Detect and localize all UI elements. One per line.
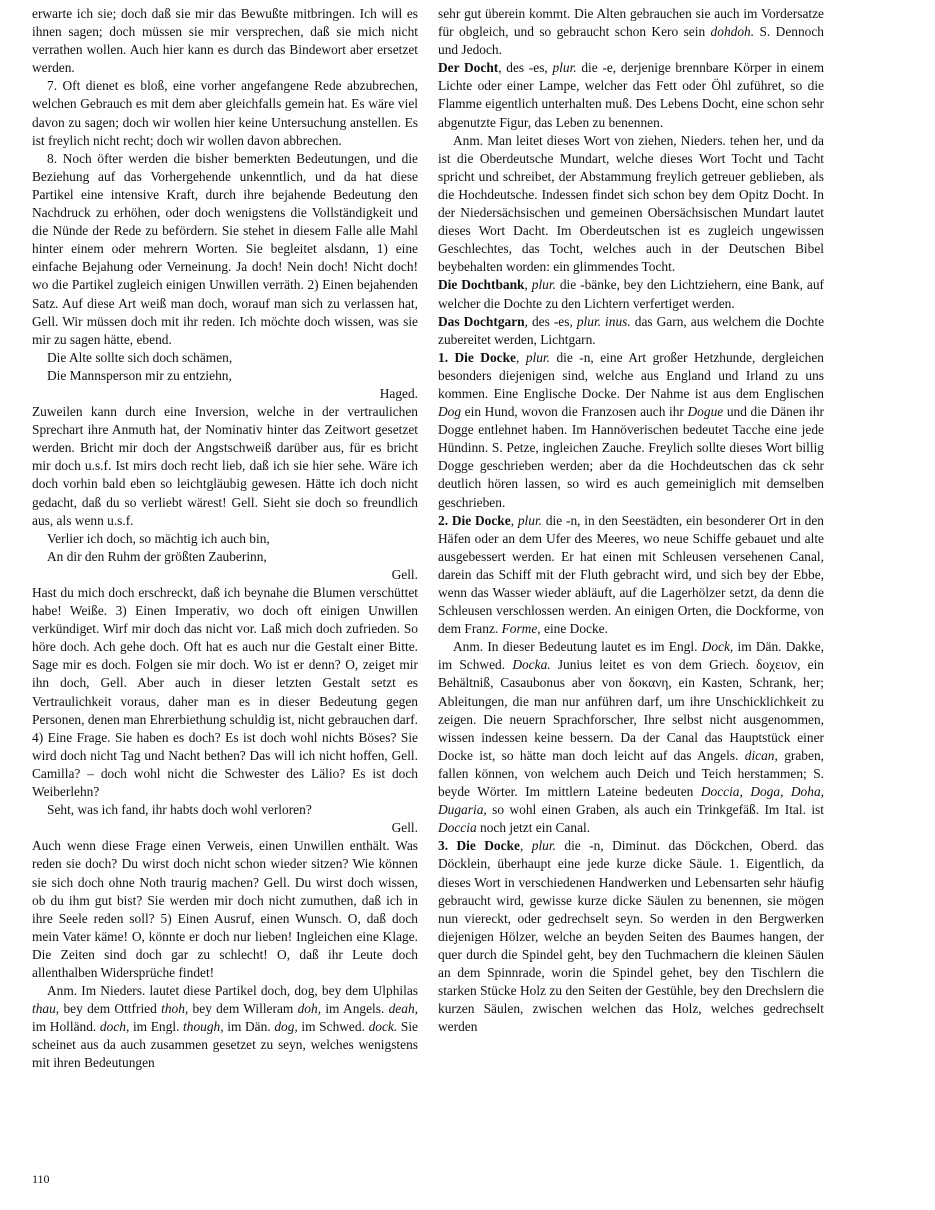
- dictionary-entry: [438, 349, 824, 512]
- etymon: thau,: [32, 1001, 60, 1017]
- entry-headword: Die Dochtbank: [438, 277, 525, 293]
- etymon: doh,: [297, 1001, 322, 1017]
- text-run: die -n, Diminut. das Döckchen, Oberd. das Döcklein, überhaupt eine jede kurze dicke Säule. 1. Eigentlich, da dieses Wort in verschiedenen Handwerken und Lebensarten sehr häufig gebraucht wird, gewisse kurze dicke Säulen zu benennen, sie mögen nun viereckt, oder gedrechselt seyn. So werden in den Bergwerken diejenigen Hölzer, welche an beyden Seiten des Baumes hangen, der quer durch die Spindel geht, bey den Tuchmachern die kleinen Säulen an dem Spinnrade, worin die Spindel gehet, bey den Tischlern die starken Stücke Holz zu den Seiten der Gestühle, bey den Drechslern die kurzen Säulen, zwischen welchen das Holz, welches gedrechselt werden: [438, 838, 825, 1035]
- paragraph: Hast du mich doch erschreckt, daß ich beynahe die Blumen verschüttet habe! Weiße. 3) Einen Imperativ, wo doch oft einigen Unwillen verkündiget. Wirf mir doch das nicht vor. Laß mich doch zufrieden. So höre doch. Ach gehe doch. Oft hat es auch nur die Gestalt einer Bitte. Sage mir es doch. Folgen sie mir doch. Wo ist er denn? O, zeiget mir ihn doch, Gell. Aber auch in dieser letzten Gestalt setzt es Vertraulichkeit voraus, daher man es in dieser Bedeutung gegen Personen, denen man Ehrerbiethung schuldig ist, nicht gebrauchen darf. 4) Eine Frage. Sie haben es doch? Es ist doch wohl nichts Böses? Sie wird doch nicht Tag und Nacht bethen? Das will ich nicht hoffen, Gell. Camilla? – doch wohl nicht die Schwester des Lälio? Es ist doch Weiberlehn?: [32, 585, 418, 800]
- text-run: ,: [516, 349, 526, 365]
- grammar-label: plur.: [517, 512, 543, 528]
- etymon: doch,: [99, 1019, 130, 1035]
- dictionary-entry: [438, 313, 824, 349]
- verse-line: Die Mannsperson mir zu entziehn,: [47, 367, 232, 383]
- entry-headword: Das Dochtgarn: [438, 313, 525, 329]
- paragraph: erwarte ich sie; doch daß sie mir das Bewußte mitbringen. Ich will es ihnen sagen; doch müssen sie mir versprechen, daß sie mich nicht verrathen wollen. Auch hier kann es durch das Bindewort aber ersetzet werden.: [32, 6, 418, 76]
- verse-line: Die Alte sollte sich doch schämen,: [47, 349, 233, 365]
- text-run: die -n, eine Art großer Hetzhunde, dergleichen besonders diejenigen sind, welche aus England und Irland zu uns kommen. Eine Englische Docke. Der Nahme ist aus dem Englischen: [438, 349, 824, 401]
- text-run: die -e, derjenige brennbare Körper in einem Lichte oder einer Lampe, welcher das Fett oder Öhl zuführet, so die Flamme eigentlich unterhalten muß. Des Lebens Docht, eine schon sehr abgenutzte Figur, das Leben zu benennen.: [438, 60, 824, 130]
- left-column: [32, 5, 418, 1073]
- text-run: im Engl.: [129, 1019, 184, 1035]
- text-run: im Schwed.: [297, 1019, 369, 1035]
- text-run: ein Hund, wovon die Franzosen auch ihr: [461, 404, 688, 420]
- text-run: , des -es,: [524, 313, 577, 329]
- etymon: Dock,: [701, 639, 734, 655]
- etymon: Docka.: [512, 657, 551, 673]
- dictionary-entry: [438, 512, 824, 639]
- entry-headword: Der Docht: [438, 60, 499, 76]
- text-run: Anm. In dieser Bedeutung lautet es im Engl.: [453, 639, 702, 655]
- text-run: , des -es,: [498, 60, 553, 76]
- etymon: Dogue: [687, 404, 724, 420]
- text-run: so wohl einen Graben, als auch ein Trinkgefäß. Im Ital. ist: [486, 802, 824, 818]
- text-run: Junius leitet es von dem Griech. δοχειον, ein Behältniß, Casaubonus aber von δοκανη, ein Kasten, Schrank, her; Ableitungen, die man nur anführen darf, um ihre Unschicklichkeit zu zeigen. Die neuern Sprachforscher, Ihre selbst nicht ausgenommen, wissen indessen keine bessern. Da der Canal das Hauptstück einer Docke ist, so hätte man doch leicht auf das Angels.: [438, 657, 825, 763]
- verse-line: Seht, was ich fand, ihr habts doch wohl verloren?: [47, 802, 312, 818]
- grammar-label: plur.: [552, 60, 577, 76]
- verse-line: Verlier ich doch, so mächtig ich auch bin,: [47, 530, 270, 546]
- text-run: das Garn, aus welchem die Dochte zubereitet werden, Lichtgarn.: [438, 313, 825, 347]
- annotation-paragraph: [32, 982, 418, 1072]
- annotation-paragraph: [438, 638, 824, 837]
- text-run: bey dem Ottfried: [59, 1001, 162, 1017]
- text-run: eine Docke.: [540, 621, 608, 637]
- text-run: ,: [524, 277, 532, 293]
- grammar-label: plur.: [531, 277, 556, 293]
- verse-source: Gell.: [391, 566, 418, 582]
- text-run: Sie scheinet aus da auch zusammen gesetzet zu seyn, welches wenigstens mit ihren Bedeutungen: [32, 1019, 418, 1071]
- text-run: im Holländ.: [32, 1019, 100, 1035]
- text-run: Anm. Im Nieders. lautet diese Partikel doch, dog, bey dem Ulphilas: [47, 983, 418, 999]
- text-run: im Dän.: [223, 1019, 275, 1035]
- etymon: dican,: [744, 747, 778, 763]
- paragraph: 8. Noch öfter werden die bisher bemerkten Bedeutungen, und die Beziehung auf das Vorhergehende unkenntlich, und da hat diese Partikel eine intensive Kraft, durch ihre bejahende Bedeutung den Nachdruck zu erhöhen, oder doch wenigstens die Vollständigkeit und die Nünde der Rede zu befördern. Sie stehet in diesem Falle alle Mahl hinter einem oder mehrern Worten. Sie begleitet alsdann, 1) eine einfache Bejahung oder Verneinung. Ja doch! Nein doch! Nicht doch! wo die Partikel zugleich einigen Unwillen verräth. 2) Einen bejahenden Satz. Auf diese Art weiß man doch, worauf man sich zu verlassen hat, Gell. Wir müssen doch mit ihr reden. Ich möchte doch wissen, was sie mir zu sagen hätte, ebend.: [32, 150, 418, 347]
- paragraph: Zuweilen kann durch eine Inversion, welche in der vertraulichen Sprechart ihre Anmuth hat, der Nominativ hinter das Zeitwort gesetzet werden. Bricht mir doch der Angstschweiß darüber aus, für es bricht mir doch u.s.f. Ist mirs doch recht lieb, daß ich sie hier sehe. Wäre ich doch vorhin bald eben so leichtgläubig gewesen. Hätte ich doch nicht gedacht, daß du so verliebt wärest! Gell. Sieht sie doch so freundlich aus, als wenn u.s.f.: [32, 404, 418, 528]
- paragraph: [438, 5, 824, 59]
- grammar-label: plur. inus.: [576, 313, 631, 329]
- etymon: dog,: [274, 1019, 298, 1035]
- annotation-paragraph: Anm. Man leitet dieses Wort von ziehen, Nieders. tehen her, und da ist die Oberdeutsche Mundart, welche dieses Wort Tocht und Tacht spricht und schreibet, der Abstammung freylich getreuer geblieben, als die Hochdeutsche. Indessen findet sich schon bey dem Opitz Docht. In der Niedersächsischen und gemeinen Obersächsischen Mundart lautet dieses Wort Dacht. Im Oberdeutschen ist es zugleich ungewissen Geschlechtes, das Tocht, welches auch in der Deutschen Bibel beybehalten worden: ein glimmendes Tocht.: [438, 132, 824, 275]
- etymon: dock.: [368, 1019, 398, 1035]
- etymon: Dog: [438, 404, 462, 420]
- verse-source: Haged.: [379, 385, 418, 401]
- etymon: Doccia, Doga, Doha, Dugaria,: [438, 784, 824, 818]
- etymon: though,: [183, 1019, 224, 1035]
- etymon: thoh,: [161, 1001, 189, 1017]
- text-run: S. Dennoch und Jedoch.: [438, 24, 824, 58]
- grammar-label: plur.: [525, 349, 550, 365]
- dictionary-entry: [438, 59, 824, 131]
- text-run: und die Dänen ihr Dogge entlehnet haben. Im Hannöverischen bedeutet Tacche eine jede Hündinn. S. Petze, ingleichen Zauche. Freylich sollte dieses Wort billig Dogge geschrieben werden; aber da die Hochdeutschen das ck sehr deutlich hören lassen, so wird es auch gemeiniglich mit demselben geschrieben.: [438, 404, 824, 510]
- text-run: sehr gut überein kommt. Die Alten gebrauchen sie auch im Vordersatze für obgleich, und so gebraucht schon Kero sein: [438, 6, 824, 40]
- text-run: im Angels.: [321, 1001, 389, 1017]
- verse-line: An dir den Ruhm der größten Zauberinn,: [47, 548, 267, 564]
- text-run: ,: [510, 512, 518, 528]
- entry-headword: 2. Die Docke: [438, 512, 511, 528]
- text-run: im Dän. Dakke, im Schwed.: [438, 639, 824, 673]
- paragraph: 7. Oft dienet es bloß, eine vorher angefangene Rede abzubrechen, welchen Gebrauch es mit dem aber gleichfalls gemein hat. Es wäre viel davon zu sagen; doch wir wollen hier keine Untersuchung anstellen. Es ist freylich nicht recht; doch wir wollen davon abbrechen.: [32, 78, 418, 148]
- dictionary-entry: [438, 837, 824, 1036]
- text-run: die -n, in den Seestädten, ein besonderer Ort in den Häfen oder an dem Ufer des Meeres, wo neue Schiffe gebauet und alte ausgebessert werden. Er hat einen mit Schleusen versehenen Canal, darein das Schiff mit der Fluth gebracht wird, und sich bey der Ebbe, wenn das Wasser wieder abläuft, auf die Lagerhölzer setzt, da denn die Schleusen verschlossen werden. An einigen Orten, die Dockforme, von dem Franz.: [438, 512, 824, 637]
- entry-headword: 1. Die Docke: [438, 349, 516, 365]
- right-column: [438, 5, 824, 1036]
- entry-headword: 3. Die Docke: [438, 838, 520, 854]
- etymon: deah,: [388, 1001, 418, 1017]
- paragraph: Auch wenn diese Frage einen Verweis, einen Unwillen enthält. Was reden sie doch? Du wirst doch nicht schon wieder sitzen? Wie können sie sich doch ohne Noth traurig machen? Gell. Du wirst doch wissen, ob du ihm gut bist? Sie werden mir doch nicht zumuthen, daß ich in ihre Seele reden soll? 5) Einen Ausruf, einen Wunsch. O, daß doch mein Vater käme! O, könnte er doch nur lieben! Ingleichen eine Klage. Die Zeiten sind doch gar zu schlecht! O, daß ihr Leute doch allenthalben Widersprüche findet!: [32, 838, 418, 980]
- text-run: die -bänke, bey den Lichtziehern, eine Bank, auf welcher die Dochte zu den Lichtern verfertiget werden.: [438, 277, 825, 311]
- page-number: 110: [32, 1172, 50, 1186]
- etymon: dohdoh.: [710, 24, 755, 40]
- text-run: ,: [519, 838, 532, 854]
- etymon: Forme,: [501, 621, 541, 637]
- dictionary-entry: [438, 276, 824, 312]
- verse-source: Gell.: [391, 820, 418, 836]
- grammar-label: plur.: [531, 838, 556, 854]
- text-run: bey dem Willeram: [188, 1001, 298, 1017]
- text-run: noch jetzt ein Canal.: [476, 820, 591, 836]
- text-run: graben, fallen können, von welchem auch Deich und Teich herstammen; S. beyde Wörter. Im mittlern Lateine bedeuten: [438, 747, 824, 800]
- etymon: Doccia: [438, 820, 477, 836]
